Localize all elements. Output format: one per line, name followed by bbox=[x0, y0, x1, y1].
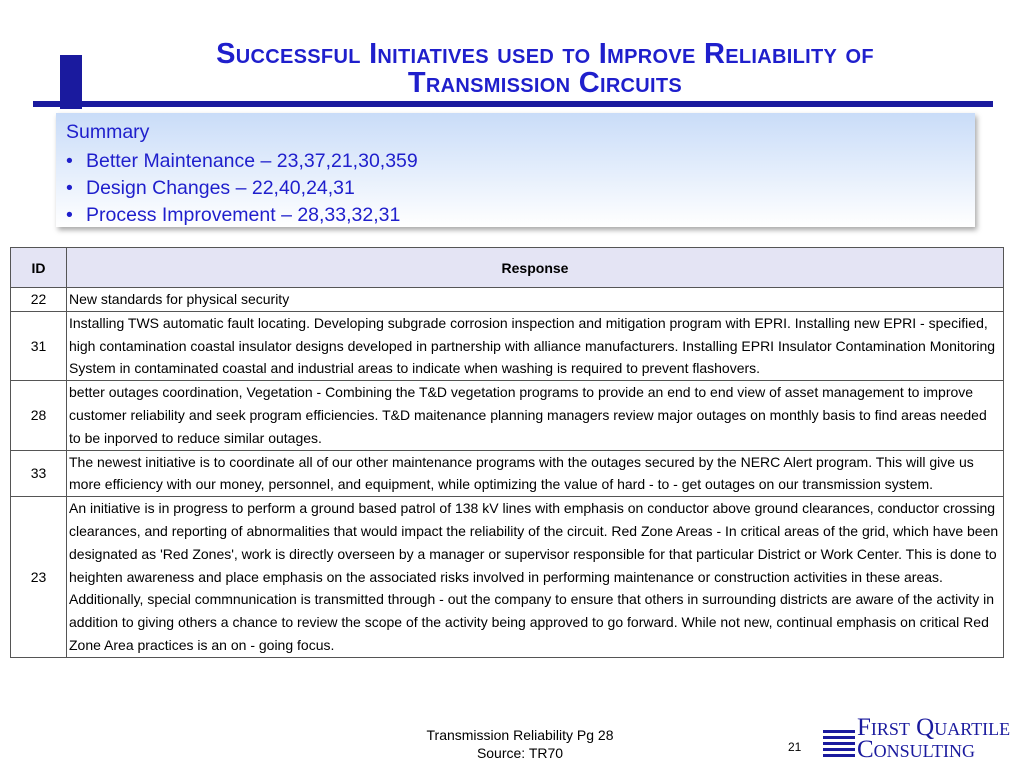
page-number: 21 bbox=[788, 740, 802, 754]
summary-item bbox=[66, 175, 418, 202]
table-row bbox=[11, 497, 1004, 658]
row-id: 31 bbox=[11, 311, 67, 380]
table-row bbox=[11, 381, 1004, 450]
summary-heading: Summary bbox=[66, 121, 150, 143]
company-logo bbox=[823, 716, 1023, 766]
responses-table bbox=[10, 247, 1004, 658]
slide-footer bbox=[380, 726, 660, 762]
logo-stripe bbox=[823, 748, 855, 751]
row-id: 23 bbox=[11, 497, 67, 658]
logo-stripe bbox=[823, 742, 855, 745]
table-row bbox=[11, 311, 1004, 380]
logo-stripe bbox=[823, 754, 855, 757]
summary-item-text: Better Maintenance – 23,37,21,30,359 bbox=[86, 150, 418, 172]
logo-text-line-2: Consulting bbox=[857, 736, 976, 763]
row-response: An initiative is in progress to perform a ground based patrol of 138 kV lines with emphasis on conductor above ground clearances, conductor crossing clearances, and reporting of abnormalities that would impact the reliability of the circuit. Red Zone Areas - In critical areas of the grid, which have been designated as 'Red Zones', work is directly overseen by a manager or supervisor responsible for that particular District or Work Center. This is done to heighten awareness and place emphasis on the associated risks involved in performing maintenance or construction activities in these areas. Additionally, special commnunication is transmitted through - out the company to ensure that others in surrounding districts are aware of the activity in addition to giving others a chance to review the scope of the activity being approved to go forward. While not new, continual emphasis on critical Red Zone Area practices is an on - going focus. bbox=[67, 497, 1004, 658]
row-response: Installing TWS automatic fault locating. Developing subgrade corrosion inspection and mitigation program with EPRI. Installing new EPRI - specified, high contamination coastal insulator designs developed in partnership with alliance manufacturers. Installing EPRI Insulator Contamination Monitoring System in contaminated coastal and industrial areas to indicate when washing is required to prevent flashovers. bbox=[67, 311, 1004, 380]
row-id: 22 bbox=[11, 288, 67, 312]
footer-reference: Transmission Reliability Pg 28 bbox=[426, 727, 614, 743]
table-row bbox=[11, 288, 1004, 312]
summary-item-text: Design Changes – 22,40,24,31 bbox=[86, 177, 355, 199]
column-header-response: Response bbox=[67, 248, 1004, 288]
slide-title-line-2: Transmission Circuits bbox=[407, 67, 683, 99]
row-id: 33 bbox=[11, 450, 67, 497]
table-header-row bbox=[11, 248, 1004, 288]
bullet-icon: • bbox=[66, 150, 73, 172]
summary-list bbox=[66, 148, 418, 229]
row-id: 28 bbox=[11, 381, 67, 450]
summary-item bbox=[66, 148, 418, 175]
slide-title bbox=[80, 40, 1010, 98]
row-response: New standards for physical security bbox=[67, 288, 1004, 312]
row-response: better outages coordination, Vegetation - Combining the T&D vegetation programs to provide an end to end view of asset management to improve customer reliability and seek program efficiencies. T&D maitenance planning managers review major outages on monthly basis to find areas needed to be inporved to reduce similar outages. bbox=[67, 381, 1004, 450]
logo-text-line-1: First Quartile bbox=[857, 714, 1011, 741]
row-response: The newest initiative is to coordinate all of our other maintenance programs with the outages secured by the NERC Alert program. This will give us more efficiency with our money, personnel, and equipment, while optimizing the value of hard - to - get outages on our transmission system. bbox=[67, 450, 1004, 497]
bullet-icon: • bbox=[66, 177, 73, 199]
logo-stripe bbox=[823, 736, 855, 739]
bullet-icon: • bbox=[66, 204, 73, 226]
title-underline bbox=[33, 101, 993, 107]
slide-title-line-1: Successful Initiatives used to Improve Reliability of bbox=[216, 38, 874, 70]
table-row bbox=[11, 450, 1004, 497]
summary-item bbox=[66, 202, 418, 229]
column-header-id: ID bbox=[11, 248, 67, 288]
summary-item-text: Process Improvement – 28,33,32,31 bbox=[86, 204, 401, 226]
footer-source: Source: TR70 bbox=[476, 745, 564, 761]
logo-stripe bbox=[823, 730, 855, 733]
summary-box bbox=[56, 113, 975, 227]
